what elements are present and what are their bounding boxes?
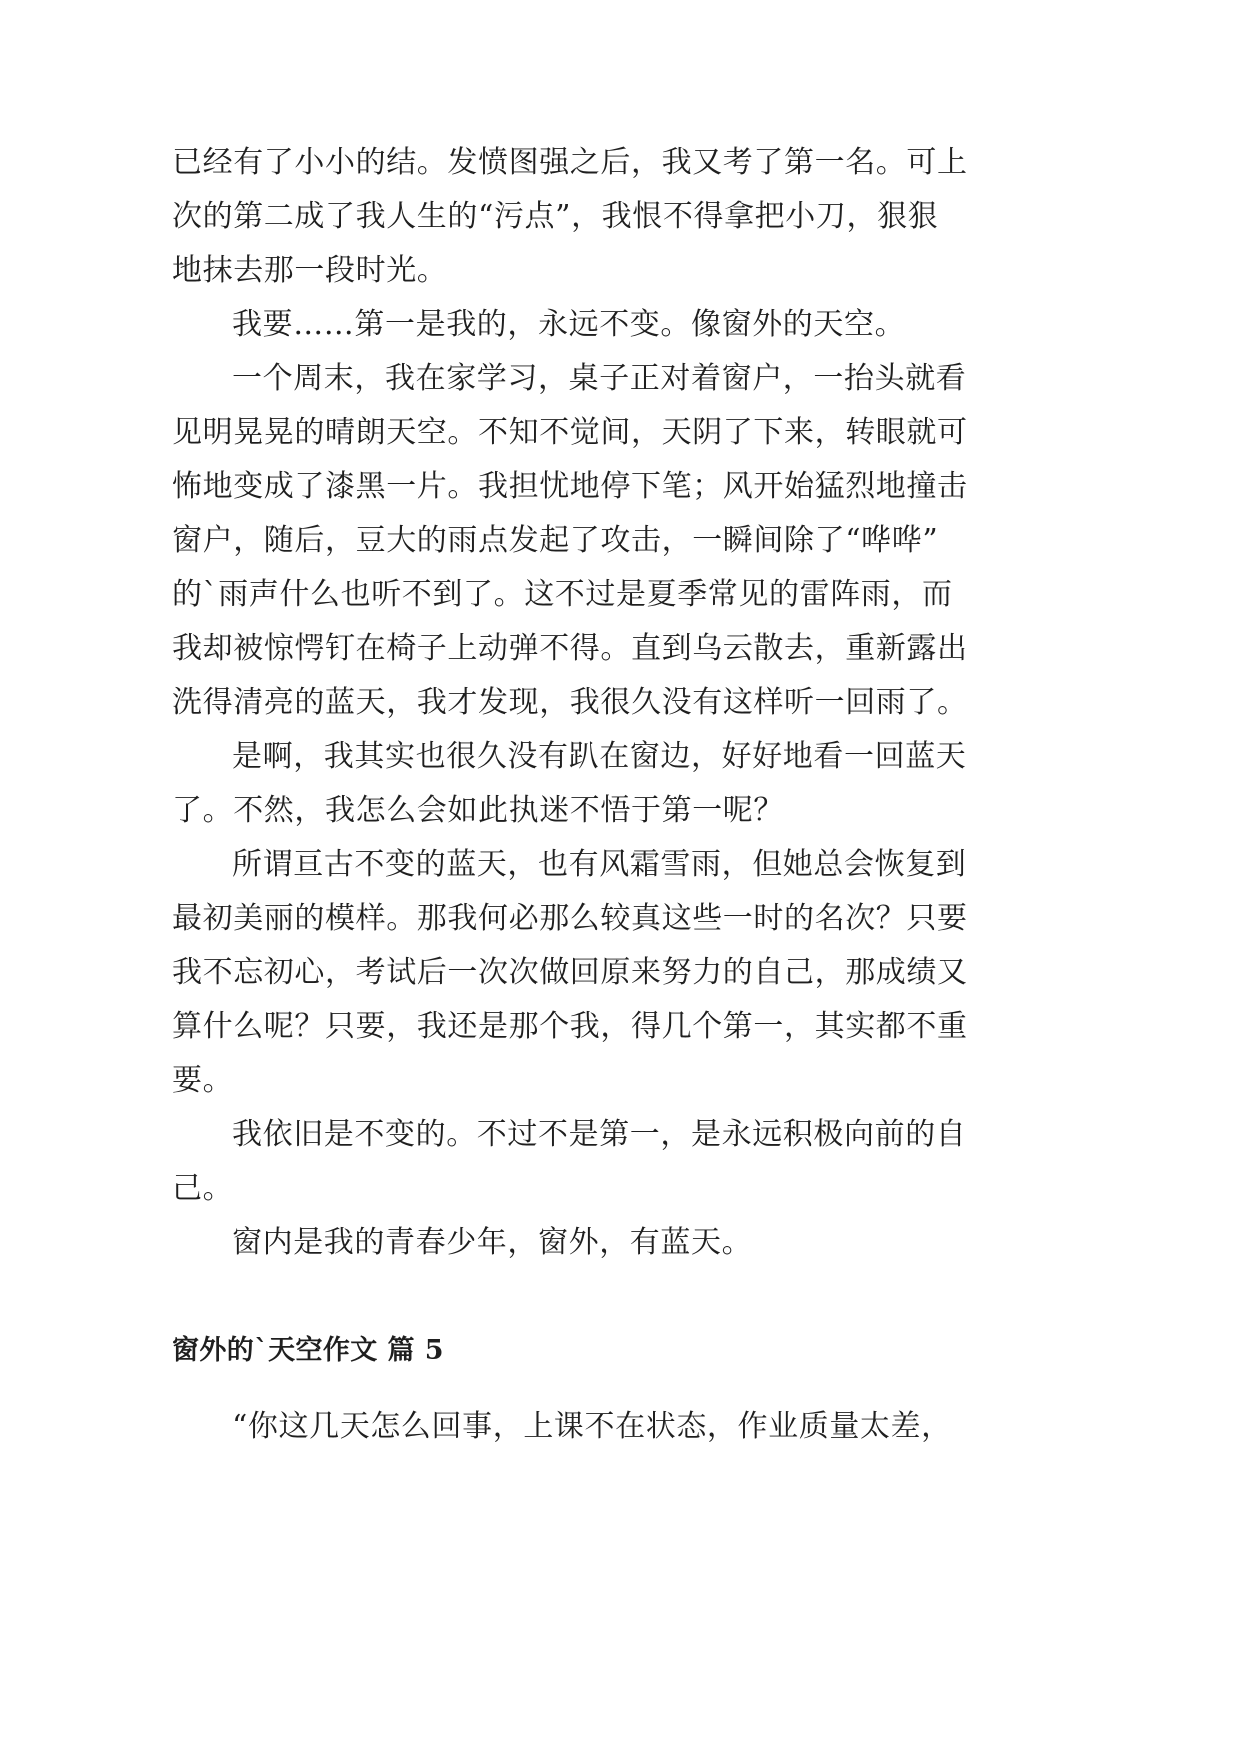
paragraph (172, 1400, 992, 1454)
paragraph-line: 是啊，我其实也很久没有趴在窗边，好好地看一回蓝天 (232, 739, 967, 774)
paragraph-line: 的`雨声什么也听不到了。这不过是夏季常见的雷阵雨，而 (172, 577, 953, 612)
paragraph-line: “你这几天怎么回事，上课不在状态，作业质量太差， (232, 1409, 952, 1445)
paragraph-line: 要。 (172, 1063, 234, 1098)
paragraph (172, 298, 992, 352)
paragraph-line: 洗得清亮的蓝天，我才发现，我很久没有这样听一回雨了。 (172, 685, 968, 720)
paragraph-line: 次的第二成了我人生的“污点”，我恨不得拿把小刀，狠狠 (172, 199, 939, 234)
paragraph-line: 我不忘初心，考试后一次次做回原来努力的自己，那成绩又 (172, 955, 968, 990)
paragraph (172, 1216, 992, 1270)
paragraph-line: 一个周末，我在家学习，桌子正对着窗户，一抬头就看 (232, 361, 967, 396)
section-heading: 窗外的`天空作文 篇 5 (172, 1335, 444, 1366)
paragraph (172, 730, 992, 838)
paragraph-line: 算什么呢？只要，我还是那个我，得几个第一，其实都不重 (172, 1009, 968, 1044)
paragraph-line: 见明晃晃的晴朗天空。不知不觉间，天阴了下来，转眼就可 (172, 415, 968, 450)
paragraph (172, 352, 992, 730)
paragraph-line: 所谓亘古不变的蓝天，也有风霜雪雨，但她总会恢复到 (232, 847, 967, 882)
paragraph-line: 窗内是我的青春少年，窗外，有蓝天。 (232, 1225, 753, 1260)
paragraph-line: 我却被惊愕钉在椅子上动弹不得。直到乌云散去，重新露出 (172, 631, 968, 666)
paragraph-line: 我要……第一是我的，永远不变。像窗外的天空。 (232, 307, 906, 342)
paragraph (172, 1108, 992, 1216)
paragraph-line: 己。 (172, 1171, 234, 1206)
paragraph (172, 838, 992, 1108)
paragraph-line: 窗户，随后，豆大的雨点发起了攻击，一瞬间除了“哗哗” (172, 523, 939, 558)
document-body (172, 136, 992, 1454)
paragraph (172, 136, 992, 298)
paragraph-line: 怖地变成了漆黑一片。我担忧地停下笔；风开始猛烈地撞击 (172, 469, 968, 504)
paragraph-line: 地抹去那一段时光。 (172, 253, 448, 288)
paragraph-line: 我依旧是不变的。不过不是第一，是永远积极向前的自 (232, 1117, 967, 1152)
paragraph-line: 已经有了小小的结。发愤图强之后，我又考了第一名。可上 (172, 145, 968, 180)
paragraph-line: 了。不然，我怎么会如此执迷不悟于第一呢？ (172, 793, 784, 828)
paragraph-line: 最初美丽的模样。那我何必那么较真这些一时的名次？只要 (172, 901, 968, 936)
